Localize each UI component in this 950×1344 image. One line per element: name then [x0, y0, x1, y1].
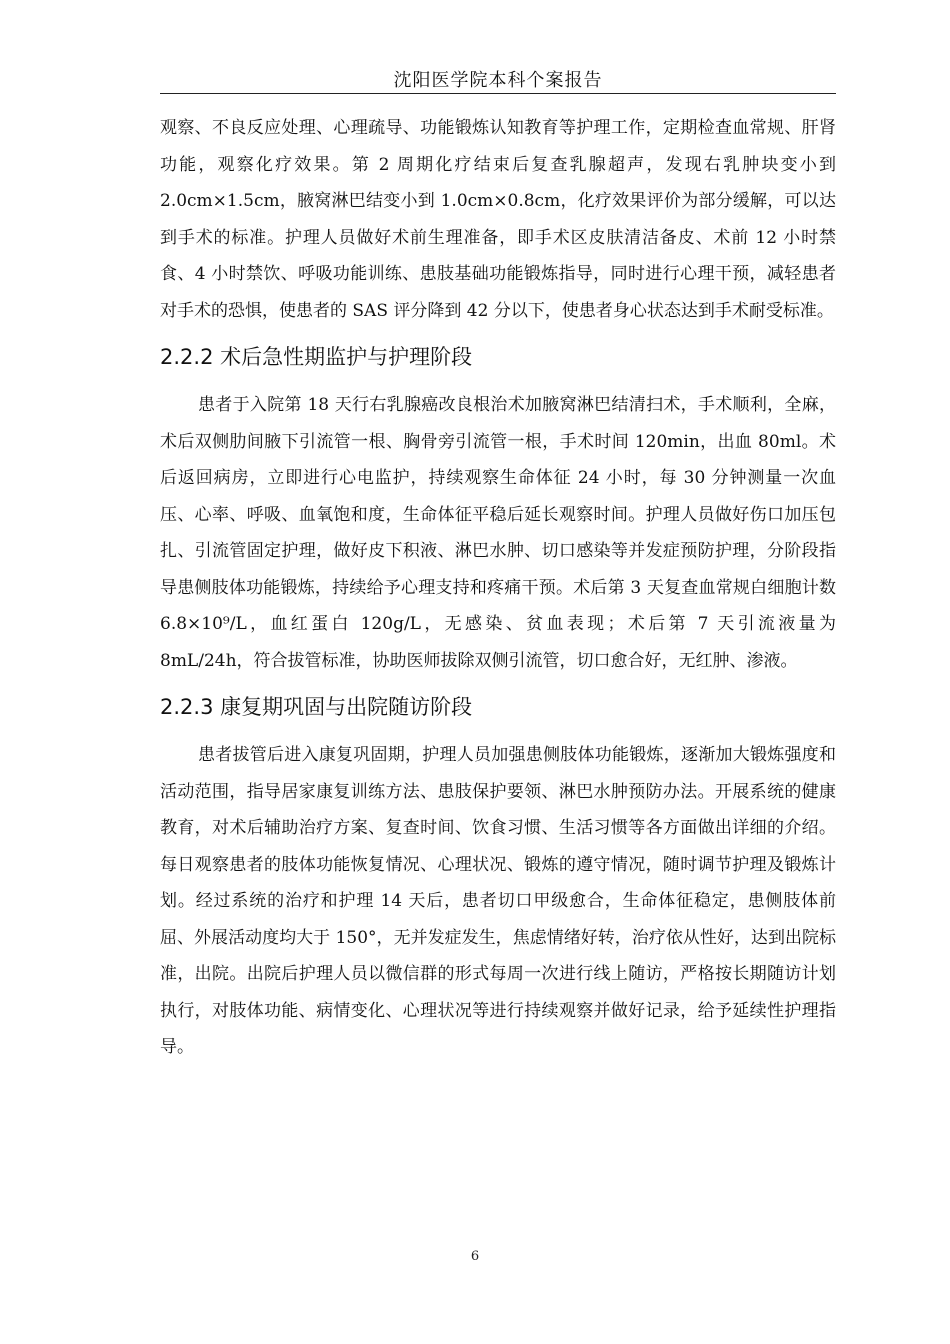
- page-body: [160, 110, 836, 1066]
- body-paragraph-continued: 观察、不良反应处理、心理疏导、功能锻炼认知教育等护理工作，定期检查血常规、肝肾功能，观察化疗效果。第 2 周期化疗结束后复查乳腺超声，发现右乳肿块变小到 2.0cm×1.5cm，腋窝淋巴结变小到 1.0cm×0.8cm，化疗效果评价为部分缓解，可以达到手术的标准。护理人员做好术前生理准备，即手术区皮肤清洁备皮、术前 12 小时禁食、4 小时禁饮、呼吸功能训练、患肢基础功能锻炼指导，同时进行心理干预，减轻患者对手术的恐惧，使患者的 SAS 评分降到 42 分以下，使患者身心状态达到手术耐受标准。: [160, 118, 836, 321]
- section-heading-2-2-3: 2.2.3 康复期巩固与出院随访阶段: [160, 695, 473, 719]
- section-paragraph-2-2-3: 患者拔管后进入康复巩固期，护理人员加强患侧肢体功能锻炼，逐渐加大锻炼强度和活动范围，指导居家康复训练方法、患肢保护要领、淋巴水肿预防办法。开展系统的健康教育，对术后辅助治疗方案、复查时间、饮食习惯、生活习惯等各方面做出详细的介绍。每日观察患者的肢体功能恢复情况、心理状况、锻炼的遵守情况，随时调节护理及锻炼计划。经过系统的治疗和护理 14 天后，患者切口甲级愈合，生命体征稳定，患侧肢体前屈、外展活动度均大于 150°，无并发症发生，焦虑情绪好转，治疗依从性好，达到出院标准，出院。出院后护理人员以微信群的形式每周一次进行线上随访，严格按长期随访计划执行，对肢体功能、病情变化、心理状况等进行持续观察并做好记录，给予延续性护理指导。: [160, 745, 836, 1057]
- section-paragraph-2-2-2: 患者于入院第 18 天行右乳腺癌改良根治术加腋窝淋巴结清扫术，手术顺利，全麻，术后双侧肋间腋下引流管一根、胸骨旁引流管一根，手术时间 120min，出血 80ml。术后返回病房，立即进行心电监护，持续观察生命体征 24 小时，每 30 分钟测量一次血压、心率、呼吸、血氧饱和度，生命体征平稳后延长观察时间。护理人员做好伤口加压包扎、引流管固定护理，做好皮下积液、淋巴水肿、切口感染等并发症预防护理，分阶段指导患侧肢体功能锻炼，持续给予心理支持和疼痛干预。术后第 3 天复查血常规白细胞计数 6.8×10⁹/L，血红蛋白 120g/L，无感染、贫血表现；术后第 7 天引流液量为 8mL/24h，符合拔管标准，协助医师拔除双侧引流管，切口愈合好，无红肿、渗液。: [160, 395, 836, 671]
- running-header: 沈阳医学院本科个案报告: [393, 70, 603, 91]
- section-heading-2-2-2: 2.2.2 术后急性期监护与护理阶段: [160, 345, 473, 369]
- page-number: 6: [470, 1249, 480, 1264]
- header-divider: [160, 93, 836, 94]
